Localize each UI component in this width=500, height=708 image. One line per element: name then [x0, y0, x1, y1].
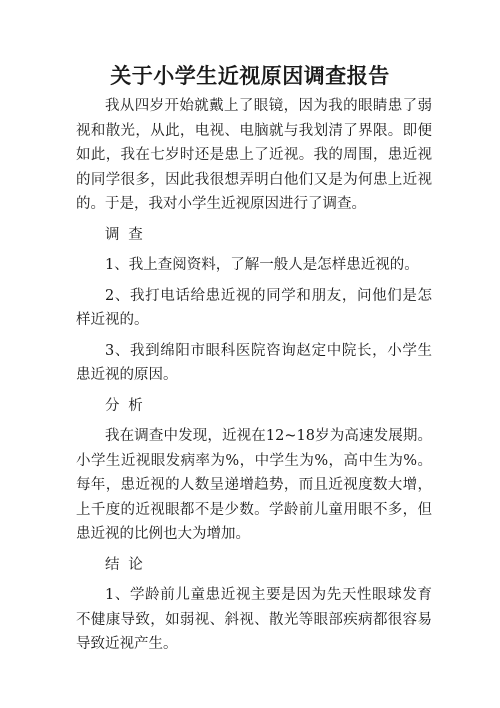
intro-paragraph: 我从四岁开始就戴上了眼镜，因为我的眼睛患了弱视和散光，从此，电视、电脑就与我划清了界限。即便如此，我在七岁时还是患上了近视。我的周围，患近视的同学很多，因此我很想弄明白他们又是为何患上近视的。于是，我对小学生近视原因进行了调查。 [76, 98, 432, 212]
analysis-paragraph: 我在调查中发现，近视在12~18岁为高速发展期。小学生近视眼发病率为%，中学生为%，高中生为%。每年，患近视的人数呈递增趋势，而且近视度数大增，上千度的近视眼都不是少数。学龄前儿童用眼不多，但患近视的比例也大为增加。 [76, 428, 432, 542]
survey-item: 1、我上查阅资料，了解一般人是怎样患近视的。 [105, 257, 419, 273]
document-title: 关于小学生近视原因调查报告 [110, 63, 390, 88]
conclusion-heading: 结论 [105, 556, 152, 573]
conclusion-item: 1、学龄前儿童患近视主要是因为先天性眼球发育不健康导致，如弱视、斜视、散光等眼部疾病都很容易导致近视产生。 [76, 587, 432, 652]
survey-item: 3、我到绵阳市眼科医院咨询赵定中院长，小学生患近视的原因。 [76, 342, 432, 383]
survey-item: 2、我打电话给患近视的同学和朋友，问他们是怎样近视的。 [76, 287, 432, 328]
analysis-heading: 分析 [105, 397, 152, 414]
document-body [76, 94, 432, 663]
survey-heading: 调查 [105, 226, 152, 243]
